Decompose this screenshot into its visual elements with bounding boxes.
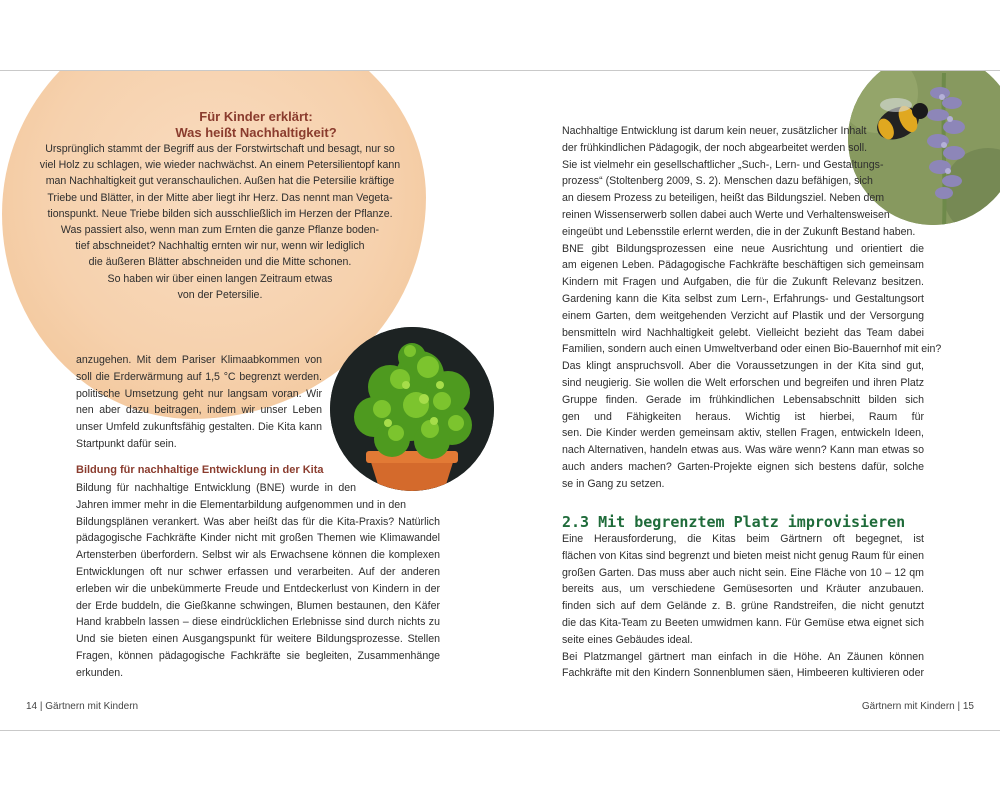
text-line: bensmitteln wird Nachhaltigkeit gelebt. Vielleicht bezieht das Team dabei [562,326,924,339]
text-line: Nachhaltige Entwicklung ist darum kein neuer, zusätzlicher Inhalt [562,125,867,137]
info-box-text-line: tief abschneidet? Nachhaltig ernten wir nur, wenn wir lediglich [75,240,365,253]
text-line: am eigenen Leben. Pädagogische Fachkräfte beschäftigen sich gemeinsam [562,259,924,272]
text-line: der frühkindlichen Pädagogik, der noch abgearbeitet werden soll. [562,141,868,154]
text-line: Sie ist vielmehr ein gesellschaftlicher „Such-, Lern- und Gestaltungs- [562,158,884,171]
text-line: Jahren immer mehr in die Elementarbildung aufgenommen und in den [76,498,406,511]
text-line: Und sie bieten einen Ausgangspunkt für weitere Bildungsprozesse. Stellen [76,633,440,646]
text-line: auch anders machen? Garten-Projekte eignen sich bestens dafür, solche [562,461,924,473]
right-page-footer: Gärtnern mit Kindern | 15 [861,701,974,712]
text-line: BNE gibt Bildungsprozessen eine neue Ausrichtung und orientiert die [562,242,924,255]
text-line: se in Gang zu setzen. [562,477,665,490]
text-line: Kindern mit Fragen und Aufgaben, die für die Zukunft Relevanz besitzen. [562,276,924,289]
text-line: eingeübt und Lebensstile erlernt werden, die in der Zukunft Bestand haben. [562,225,916,238]
info-box-text-line: man Nachhaltigkeit gut veranschaulichen. Außen hat die Petersilie kräftige [45,175,395,188]
text-line: reinen Wissenserwerb sollen dabei auch Werte und Verhaltensweisen [562,209,890,221]
text-line: finden sich auf dem Gelände z. B. grüne Randstreifen, die nicht genutzt [562,600,924,613]
text-line: politische Umsetzung geht nur langsam voran. Wir [76,387,322,400]
info-box-text-line: Was passiert also, wenn man zum Ernten die ganze Pflanze boden- [60,224,380,236]
text-line: Artensterben überfordern. Selbst wir als Erwachsene können die komplexen [76,549,440,562]
text-line: Hand krabbeln lassen – diese eindrücklichen Erlebnisse sind durch nichts zu [76,616,440,629]
text-line: einem Garten, dem weitgehenden Verzicht auf Plastik und der Versorgung [562,309,924,322]
info-box-text-line: Ursprünglich stammt der Begriff aus der Forstwirtschaft und besagt, nur so [45,143,395,155]
text-line: prozess“ (Stoltenberg 2009, S. 2). Menschen dazu befähigen, sich [562,175,873,188]
text-line: großen Garten. Das muss aber auch nicht sein. Eine Fläche von 10 – 12 qm [562,566,924,579]
left-subheading: Bildung für nachhaltige Entwicklung in der Kita [76,464,324,476]
book-spread [0,70,1000,731]
parsley-pot-photo [330,327,494,491]
info-box-text-line: von der Petersilie. [177,288,263,301]
text-line: Familien, sondern auch einen Umweltverband oder einen Bio-Bauernhof mit ein? [562,343,942,356]
text-line: bereits aus, um verschiedene Gemüsesorten und Kräuter anzubauen. [562,583,924,596]
text-line: nen aber dazu beitragen, indem wir unser Leben [76,404,322,417]
text-line: Fachkräfte mit den Kindern Sonnenblumen säen, Himbeeren kultivieren oder [562,667,924,680]
section-heading: 2.3 Mit begrenztem Platz improvisieren [562,513,906,531]
text-line: die das Kita-Team zu Beeten umwidmen kann. Für Gemüse etwa eignet sich [562,617,924,629]
text-line: erleben wir die unbekümmerte Freude und Entdeckerlust von Kindern in der [76,582,440,595]
info-box-title-line2: Was heißt Nachhaltigkeit? [175,125,337,140]
text-line: anzugehen. Mit dem Pariser Klimaabkommen von [76,354,322,366]
text-line: Entwicklungen oft nur schwer erfassen und verarbeiten. Auf der anderen [76,566,440,578]
text-line: seite eines Gebäudes ideal. [562,633,693,646]
text-line: erkunden. [76,666,124,679]
text-line: Das klingt anspruchsvoll. Aber die Voraussetzungen in der Kita sind gut, [562,360,924,373]
info-box-text-line: tionspunkt. Neue Triebe bilden sich ausschließlich im Herzen der Pflanze. [47,207,393,220]
info-box-title-line1: Für Kinder erklärt: [199,109,313,124]
text-line: Bei Platzmangel gärtnert man einfach in die Höhe. An Zäunen können [562,650,924,663]
text-line: Gardening kann die Kita selbst zum Lern-, Erfahrungs- und Gestaltungsort [562,293,924,305]
text-line: der Erde buddeln, die Gießkanne schwingen, Blumen bestaunen, den Käfer [76,599,440,612]
text-line: Startpunkt dafür sein. [76,438,177,450]
text-line: unser Umfeld zukunftsfähig gestalten. Die Kita kann [76,421,322,434]
text-line: Fragen, können pädagogische Fachkräfte sie begleiten, Zusammenhänge [76,650,440,662]
text-line: soll die Erderwärmung auf 1,5 °C begrenzt werden. [76,370,322,383]
text-line: sen. Die Kinder werden gemeinsam aktiv, stellen Fragen, entwickeln Ideen, [562,427,924,440]
text-line: nach Alternativen, handeln etwas aus. Was wäre wenn? Kann man etwas so [562,444,924,457]
info-box-text-line: die äußeren Blätter abschneiden und die Mitte schonen. [88,256,352,269]
text-line: Gruppe finden. Gerade im frühkindlichen Lebensabschnitt bilden sich [562,393,924,406]
text-line: Bildung für nachhaltige Entwicklung (BNE) wurde in den [76,482,356,494]
info-box-text-line: viel Holz zu schlagen, wie wieder nachwächst. An einem Petersilientopf kann [39,159,401,172]
text-line: pädagogische Fachkräfte Kinder nicht mit großen Themen wie Klimawandel [76,532,440,545]
text-line: Bildungsplänen verankert. Was aber heißt das für die Kita-Praxis? Natürlich [76,515,440,528]
info-box-text-line: Triebe und Blätter, in der Mitte aber liegt ihr Herz. Das nennt man Vegeta- [47,191,393,204]
info-box-text-line: So haben wir über einen langen Zeitraum etwas [107,272,333,285]
text-line: an diesem Prozess zu beteiligen, heißt das Bildungsziel. Neben dem [562,192,885,205]
left-page-footer: 14 | Gärtnern mit Kindern [26,701,139,712]
text-line: sind neugierig. Sie wollen die Welt erforschen und begreifen und ihren Platz [562,377,924,389]
text-line: gen und Fähigkeiten heraus. Wichtig ist hierbei, Raum für [562,410,924,423]
text-line: Eine Herausforderung, die Kitas beim Gärtnern oft begegnet, ist [562,533,924,545]
text-line: flächen von Kitas sind begrenzt und bieten meist nicht genug Raum für einen [562,549,924,562]
